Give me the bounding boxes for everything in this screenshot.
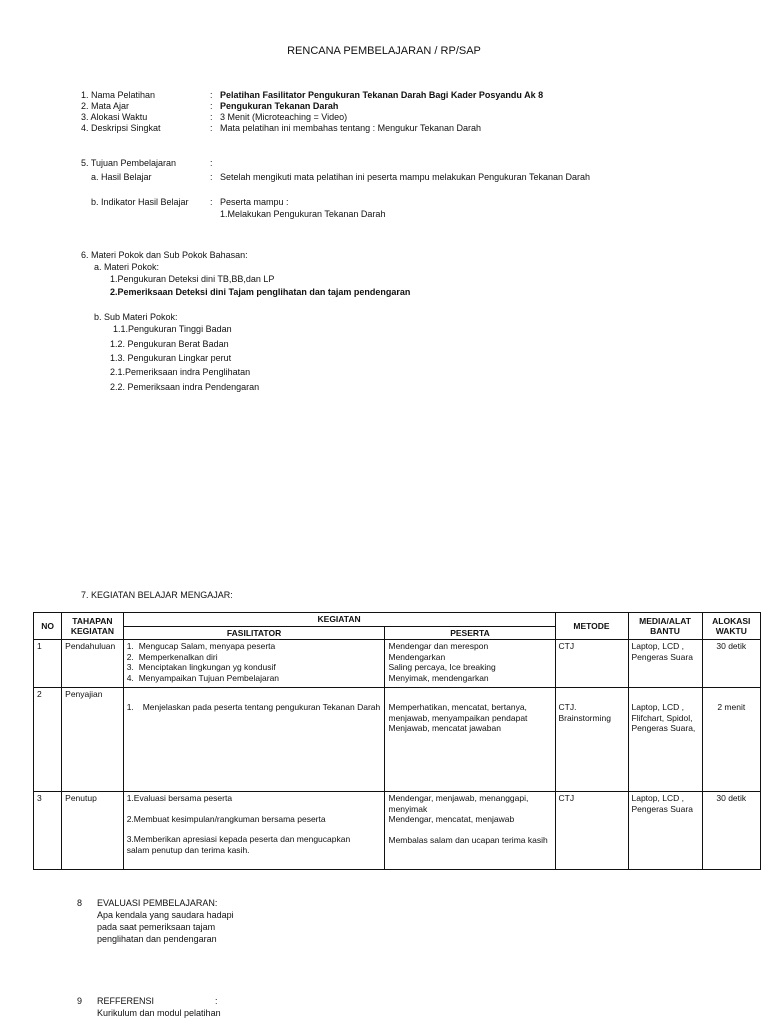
header-no: NO [34, 613, 62, 640]
evaluasi-number: 8 [77, 898, 83, 908]
kbm-table [33, 612, 761, 870]
indikator-value-2: 1.Melakukan Pengukuran Tekanan Darah [220, 209, 386, 219]
info-label: 4. Deskripsi Singkat [81, 123, 161, 133]
referensi-heading: REFFERENSI [97, 996, 155, 1006]
info-row-deskripsi [81, 123, 761, 134]
sub-materi-item: 1.2. Pengukuran Berat Badan [110, 339, 229, 349]
cell-fasilitator [123, 792, 385, 870]
fasilitator-item [127, 641, 382, 652]
table-header-row [34, 613, 761, 627]
tujuan-label: 5. Tujuan Pembelajaran [81, 158, 177, 168]
info-row-alokasi-waktu [81, 112, 761, 123]
cell-media: Laptop, LCD , Flifchart, Spidol, Pengeras Suara, [628, 688, 702, 792]
cell-tahapan: Pendahuluan [62, 640, 124, 688]
sub-materi-item: 1.1.Pengukuran Tinggi Badan [113, 324, 232, 334]
info-row-nama-pelatihan [81, 90, 761, 101]
table-row [34, 792, 761, 870]
evaluasi-heading: EVALUASI PEMBELAJARAN: [97, 898, 218, 908]
table-row [34, 688, 761, 792]
peserta-item: Memperhatikan, mencatat, bertanya, menjawab, menyampaikan pendapat [388, 702, 528, 723]
cell-tahapan: Penyajian [62, 688, 124, 792]
cell-peserta [385, 640, 555, 688]
evaluasi-line: penglihatan dan pendengaran [97, 934, 217, 944]
info-value: Mata pelatihan ini membahas tentang : Mengukur Tekanan Darah [220, 123, 481, 133]
sub-materi-item: 1.3. Pengukuran Lingkar perut [110, 353, 232, 363]
peserta-item: Mendengar, menjawab, menanggapi, menyimak [388, 793, 529, 814]
fasilitator-item: 2.Membuat kesimpulan/rangkuman bersama peserta [126, 813, 326, 824]
item-text: Menciptakan lingkungan yg kondusif [138, 662, 276, 672]
info-label: 2. Mata Ajar [81, 101, 130, 111]
peserta-item: Saling percaya, Ice breaking [388, 662, 496, 672]
info-colon: : [210, 90, 213, 100]
hasil-belajar-label: a. Hasil Belajar [91, 172, 152, 182]
cell-no: 2 [34, 688, 62, 792]
peserta-item: Menyimak, mendengarkan [388, 672, 489, 683]
hasil-belajar-value: Setelah mengikuti mata pelatihan ini peserta mampu melakukan Pengukuran Tekanan Darah [220, 172, 591, 182]
info-label: 3. Alokasi Waktu [81, 112, 148, 122]
item-number: 1. [126, 702, 134, 712]
indikator-label: b. Indikator Hasil Belajar [91, 197, 189, 207]
header-tahapan: TAHAPAN KEGIATAN [62, 613, 124, 640]
info-colon: : [210, 112, 213, 122]
cell-alokasi: 2 menit [702, 688, 760, 792]
fasilitator-item [127, 673, 382, 684]
item-text: Memperkenalkan diri [138, 651, 218, 662]
info-value: Pengukuran Tekanan Darah [220, 101, 339, 111]
peserta-item: Menjawab, mencatat jawaban [388, 723, 501, 733]
info-row-mata-ajar [81, 101, 761, 112]
cell-peserta [385, 792, 555, 870]
fasilitator-item [127, 652, 382, 663]
materi-pokok-item: 2.Pemeriksaan Deteksi dini Tajam penglihatan dan tajam pendengaran [110, 287, 411, 297]
hasil-belajar-colon: : [210, 172, 213, 182]
item-text: Menyampaikan Tujuan Pembelajaran [138, 672, 280, 683]
cell-media: Laptop, LCD , Pengeras Suara [628, 792, 702, 870]
fasilitator-item [127, 662, 382, 673]
cell-metode: CTJ. Brainstorming [555, 688, 628, 792]
info-colon: : [210, 101, 213, 111]
referensi-colon: : [215, 996, 218, 1006]
info-label: 1. Nama Pelatihan [81, 90, 156, 100]
cell-metode: CTJ [555, 792, 628, 870]
cell-fasilitator [123, 688, 385, 792]
cell-peserta [385, 688, 555, 792]
sub-materi-item: 2.2. Pemeriksaan indra Pendengaran [110, 382, 260, 392]
item-number: 1. [126, 641, 134, 651]
header-fasilitator: FASILITATOR [123, 626, 385, 640]
peserta-item: Mendengarkan [388, 651, 446, 662]
referensi-line: Kurikulum dan modul pelatihan [97, 1008, 221, 1018]
cell-media: Laptop, LCD , Pengeras Suara [628, 640, 702, 688]
header-metode: METODE [555, 613, 628, 640]
fasilitator-item: 1.Evaluasi bersama peserta [126, 793, 233, 803]
header-media: MEDIA/ALAT BANTU [628, 613, 702, 640]
info-value: 3 Menit (Microteaching = Video) [220, 112, 348, 122]
peserta-item: Membalas salam dan ucapan terima kasih [388, 834, 548, 845]
header-kegiatan: KEGIATAN [123, 613, 555, 627]
evaluasi-line: pada saat pemeriksaan tajam [97, 922, 216, 932]
cell-tahapan: Penutup [62, 792, 124, 870]
header-peserta: PESERTA [385, 626, 555, 640]
item-text: Menjelaskan pada peserta tentang pengukuran Tekanan Darah [142, 702, 381, 712]
item-text: Mengucap Salam, menyapa peserta [138, 641, 276, 651]
peserta-item: Mendengar dan merespon [388, 641, 489, 651]
document-title: RENCANA PEMBELAJARAN / RP/SAP [287, 45, 481, 57]
indikator-value-1: Peserta mampu : [220, 197, 289, 207]
kbm-heading: 7. KEGIATAN BELAJAR MENGAJAR: [81, 590, 233, 600]
item-number: 4. [126, 672, 134, 683]
table-row [34, 640, 761, 688]
tujuan-colon: : [210, 158, 213, 168]
sub-materi-item: 2.1.Pemeriksaan indra Penglihatan [110, 367, 251, 377]
cell-no: 1 [34, 640, 62, 688]
cell-alokasi: 30 detik [702, 792, 760, 870]
evaluasi-line: Apa kendala yang saudara hadapi [97, 910, 234, 920]
indikator-colon: : [210, 197, 213, 207]
fasilitator-item: 3.Memberikan apresiasi kepada peserta dan mengucapkan salam penutup dan terima kasih. [126, 834, 351, 855]
cell-no: 3 [34, 792, 62, 870]
cell-alokasi: 30 detik [702, 640, 760, 688]
cell-fasilitator [123, 640, 385, 688]
info-colon: : [210, 123, 213, 133]
materi-heading: 6. Materi Pokok dan Sub Pokok Bahasan: [81, 250, 248, 260]
materi-pokok-item: 1.Pengukuran Deteksi dini TB,BB,dan LP [110, 274, 275, 284]
header-alokasi: ALOKASI WAKTU [702, 613, 760, 640]
sub-materi-label: b. Sub Materi Pokok: [94, 312, 178, 322]
info-section [81, 90, 761, 134]
cell-metode: CTJ [555, 640, 628, 688]
item-number: 3. [126, 662, 134, 672]
fasilitator-item [127, 702, 382, 713]
materi-pokok-label: a. Materi Pokok: [94, 262, 160, 272]
info-value: Pelatihan Fasilitator Pengukuran Tekanan Darah Bagi Kader Posyandu Ak 8 [220, 90, 544, 100]
referensi-number: 9 [77, 996, 83, 1006]
item-number: 2. [126, 651, 134, 662]
peserta-item: Mendengar, mencatat, menjawab [388, 814, 515, 824]
